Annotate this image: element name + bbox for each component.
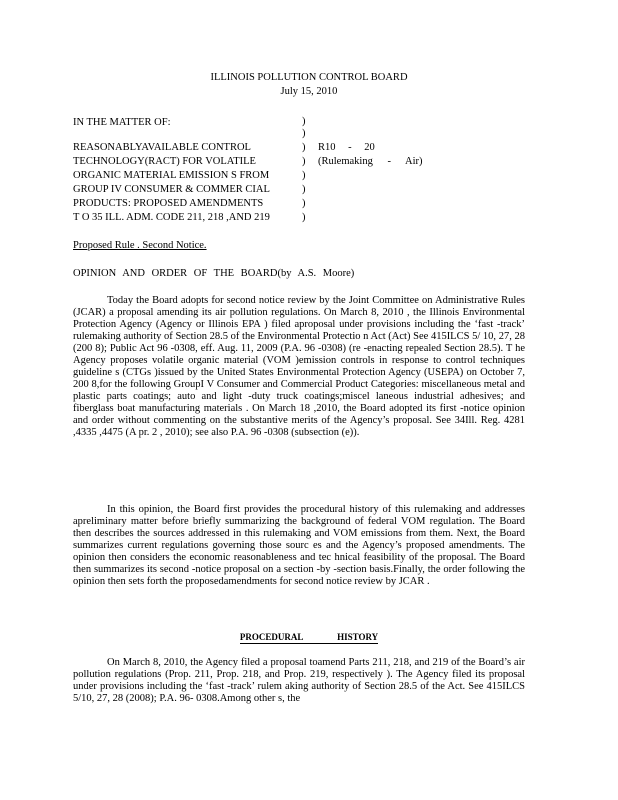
body-paragraph: Today the Board adopts for second notice review by the Joint Committee on Administrative Rules (JCAR) a proposal amending its air pollution regulations. On March 8, 2010 , the Illinois Environmental Protection Agency (Agency or Illinois EPA ) filed aproposal under provisions including the ‘fast -track’ rulemaking authority of Section 28.5 of the Environmental Protectio n Act (Act) See 415ILCS 5/ 10, 27, 28 (200 8); Public Act 96 -0308, eff. Aug. 11, 2009 (P.A. 96 -0308) (re -enacting repealed Section 28.5). T he Agency proposes volatile organic material (VOM )emission controls in response to control techniques guideline s (CTGs )issued by the United States Environmental Protection Agency (USEPA) on October 7, 200 8,for the following GroupI V Consumer and Commercial Product Categories: miscellaneous metal and plastic parts coatings; auto and light -duty truck coatings;miscel laneous industrial adhesives; and fiberglass boat manufacturing materials . On March 18 ,2010, the Board adopted its first -notice opinion and order without commenting on the substantive merits of the Agency’s proposal. See 34Ill. Reg. 4281 ,4335 ,4475 (A pr. 2 , 2010); see also P.A. 96 -0308 (subsection (e)). (73, 295, 525, 438)
caption-paren: ) (302, 212, 306, 223)
section-heading (0, 631, 618, 644)
docket-type: (Rulemaking - Air) (318, 156, 423, 167)
caption-title-line: T O 35 ILL. ADM. CODE 211, 218 ,AND 219 (73, 212, 270, 223)
subject-line: Proposed Rule . Second Notice. (73, 240, 207, 251)
caption-title-line: ORGANIC MATERIAL EMISSION S FROM (73, 170, 270, 181)
section-heading-text: PROCEDURAL HISTORY (239, 632, 379, 642)
caption-title-line: PRODUCTS: PROPOSED AMENDMENTS (73, 198, 264, 209)
caption-paren: ) (302, 128, 306, 139)
caption-title-line: TECHNOLOGY(RACT) FOR VOLATILE (73, 156, 256, 167)
caption-title-line: REASONABLYAVAILABLE CONTROL (73, 142, 251, 153)
matter-label: IN THE MATTER OF: (73, 117, 171, 128)
document-date: July 15, 2010 (280, 86, 338, 97)
caption-paren: ) (302, 170, 306, 181)
opinion-heading: OPINION AND ORDER OF THE BOARD(by A.S. Moore) (73, 268, 355, 279)
body-paragraph: In this opinion, the Board first provides the procedural history of this rulemaking and addresses apreliminary matter before briefly summarizing the background of federal VOM regulation. The Board then describes the sources addressed in this rulemaking and VOM emissions from them. Next, the Board summarizes current regulations governing those sourc es and the Agency’s proposed amendments. The opinion then considers the economic reasonableness and tec hnical feasibility of the proposal. The Board then summarizes its second -notice proposal on a section -by -section basis.Finally, the order following the opinion then sets forth the proposedamendments for second notice review by JCAR . (73, 504, 525, 587)
caption-paren: ) (302, 116, 306, 127)
docket-number: R10 - 20 (318, 142, 375, 153)
agency-heading: ILLINOIS POLLUTION CONTROL BOARD (210, 72, 408, 83)
caption-paren: ) (302, 142, 306, 153)
caption-paren: ) (302, 184, 306, 195)
caption-title-line: GROUP IV CONSUMER & COMMER CIAL (73, 184, 270, 195)
caption-paren: ) (302, 198, 306, 209)
caption-paren: ) (302, 156, 306, 167)
body-paragraph: On March 8, 2010, the Agency filed a proposal toamend Parts 211, 218, and 219 of the Board’s air pollution regulations (Prop. 211, Prop. 218, and Prop. 219, respectively ). The Agency filed its proposal under provisions including the ‘fast -track’ rulem aking authority of Section 28.5 of the Act. See 415ILCS 5/10, 27, 28 (2008); P.A. 96- 0308.Among other s, the (73, 657, 525, 704)
